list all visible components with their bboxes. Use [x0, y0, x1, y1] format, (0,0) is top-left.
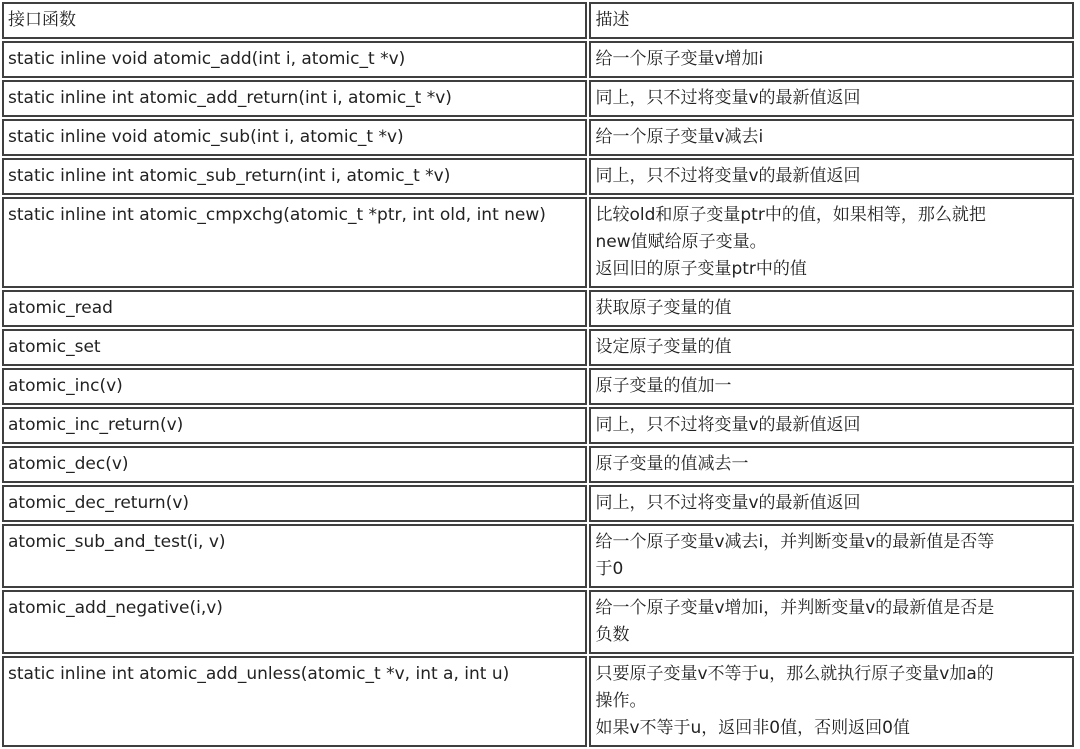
table-row	[2, 656, 1074, 747]
table-row	[2, 524, 1074, 588]
header-description: 描述	[589, 2, 1074, 39]
description-cell	[589, 197, 1074, 288]
description-line: 原子变量的值加一	[595, 376, 732, 396]
description-line: 给一个原子变量v减去i，并判断变量v的最新值是否等	[595, 532, 995, 552]
description-cell	[589, 158, 1074, 195]
table-row	[2, 368, 1074, 405]
description-cell	[589, 656, 1074, 747]
function-cell: atomic_sub_and_test(i, v)	[2, 524, 587, 588]
description-line: 如果v不等于u，返回非0值，否则返回0值	[595, 718, 910, 738]
description-cell	[589, 368, 1074, 405]
description-line: 负数	[595, 625, 630, 645]
description-cell	[589, 407, 1074, 444]
table-row	[2, 485, 1074, 522]
function-cell: atomic_set	[2, 329, 587, 366]
description-line: 给一个原子变量v增加i	[595, 49, 764, 69]
table-row	[2, 329, 1074, 366]
description-cell	[589, 329, 1074, 366]
function-cell: static inline void atomic_sub(int i, atomic_t *v)	[2, 119, 587, 156]
description-cell	[589, 524, 1074, 588]
table-row	[2, 197, 1074, 288]
function-cell: atomic_inc_return(v)	[2, 407, 587, 444]
table-row	[2, 446, 1074, 483]
description-line: 同上，只不过将变量v的最新值返回	[595, 493, 861, 513]
function-cell: atomic_dec_return(v)	[2, 485, 587, 522]
description-cell	[589, 590, 1074, 654]
table-row	[2, 407, 1074, 444]
description-line: 返回旧的原子变量ptr中的值	[595, 259, 807, 279]
header-function: 接口函数	[2, 2, 587, 39]
table-row	[2, 158, 1074, 195]
function-cell: static inline int atomic_add_return(int i, atomic_t *v)	[2, 80, 587, 117]
table-row	[2, 590, 1074, 654]
description-line: 操作。	[595, 691, 647, 711]
function-cell: atomic_inc(v)	[2, 368, 587, 405]
description-cell	[589, 485, 1074, 522]
table-row	[2, 290, 1074, 327]
description-line: 比较old和原子变量ptr中的值，如果相等，那么就把	[595, 205, 986, 225]
function-cell: static inline int atomic_cmpxchg(atomic_t *ptr, int old, int new)	[2, 197, 587, 288]
description-line: 同上，只不过将变量v的最新值返回	[595, 166, 861, 186]
function-cell: static inline int atomic_sub_return(int i, atomic_t *v)	[2, 158, 587, 195]
description-cell	[589, 446, 1074, 483]
table-row	[2, 80, 1074, 117]
description-line: 给一个原子变量v减去i	[595, 127, 764, 147]
description-line: new值赋给原子变量。	[595, 232, 767, 252]
function-cell: static inline void atomic_add(int i, atomic_t *v)	[2, 41, 587, 78]
description-cell	[589, 290, 1074, 327]
function-cell: atomic_dec(v)	[2, 446, 587, 483]
table-header-row	[2, 2, 1074, 39]
table-row	[2, 119, 1074, 156]
description-cell	[589, 119, 1074, 156]
function-cell: atomic_read	[2, 290, 587, 327]
description-line: 只要原子变量v不等于u，那么就执行原子变量v加a的	[595, 664, 994, 684]
description-line: 设定原子变量的值	[595, 337, 732, 357]
table-row	[2, 41, 1074, 78]
description-line: 于0	[595, 559, 624, 579]
description-cell	[589, 41, 1074, 78]
description-cell	[589, 80, 1074, 117]
description-line: 获取原子变量的值	[595, 298, 732, 318]
function-cell: static inline int atomic_add_unless(atomic_t *v, int a, int u)	[2, 656, 587, 747]
description-line: 原子变量的值减去一	[595, 454, 749, 474]
description-line: 给一个原子变量v增加i，并判断变量v的最新值是否是	[595, 598, 995, 618]
table-body	[2, 2, 1074, 747]
description-line: 同上，只不过将变量v的最新值返回	[595, 415, 861, 435]
function-cell: atomic_add_negative(i,v)	[2, 590, 587, 654]
description-line: 同上，只不过将变量v的最新值返回	[595, 88, 861, 108]
